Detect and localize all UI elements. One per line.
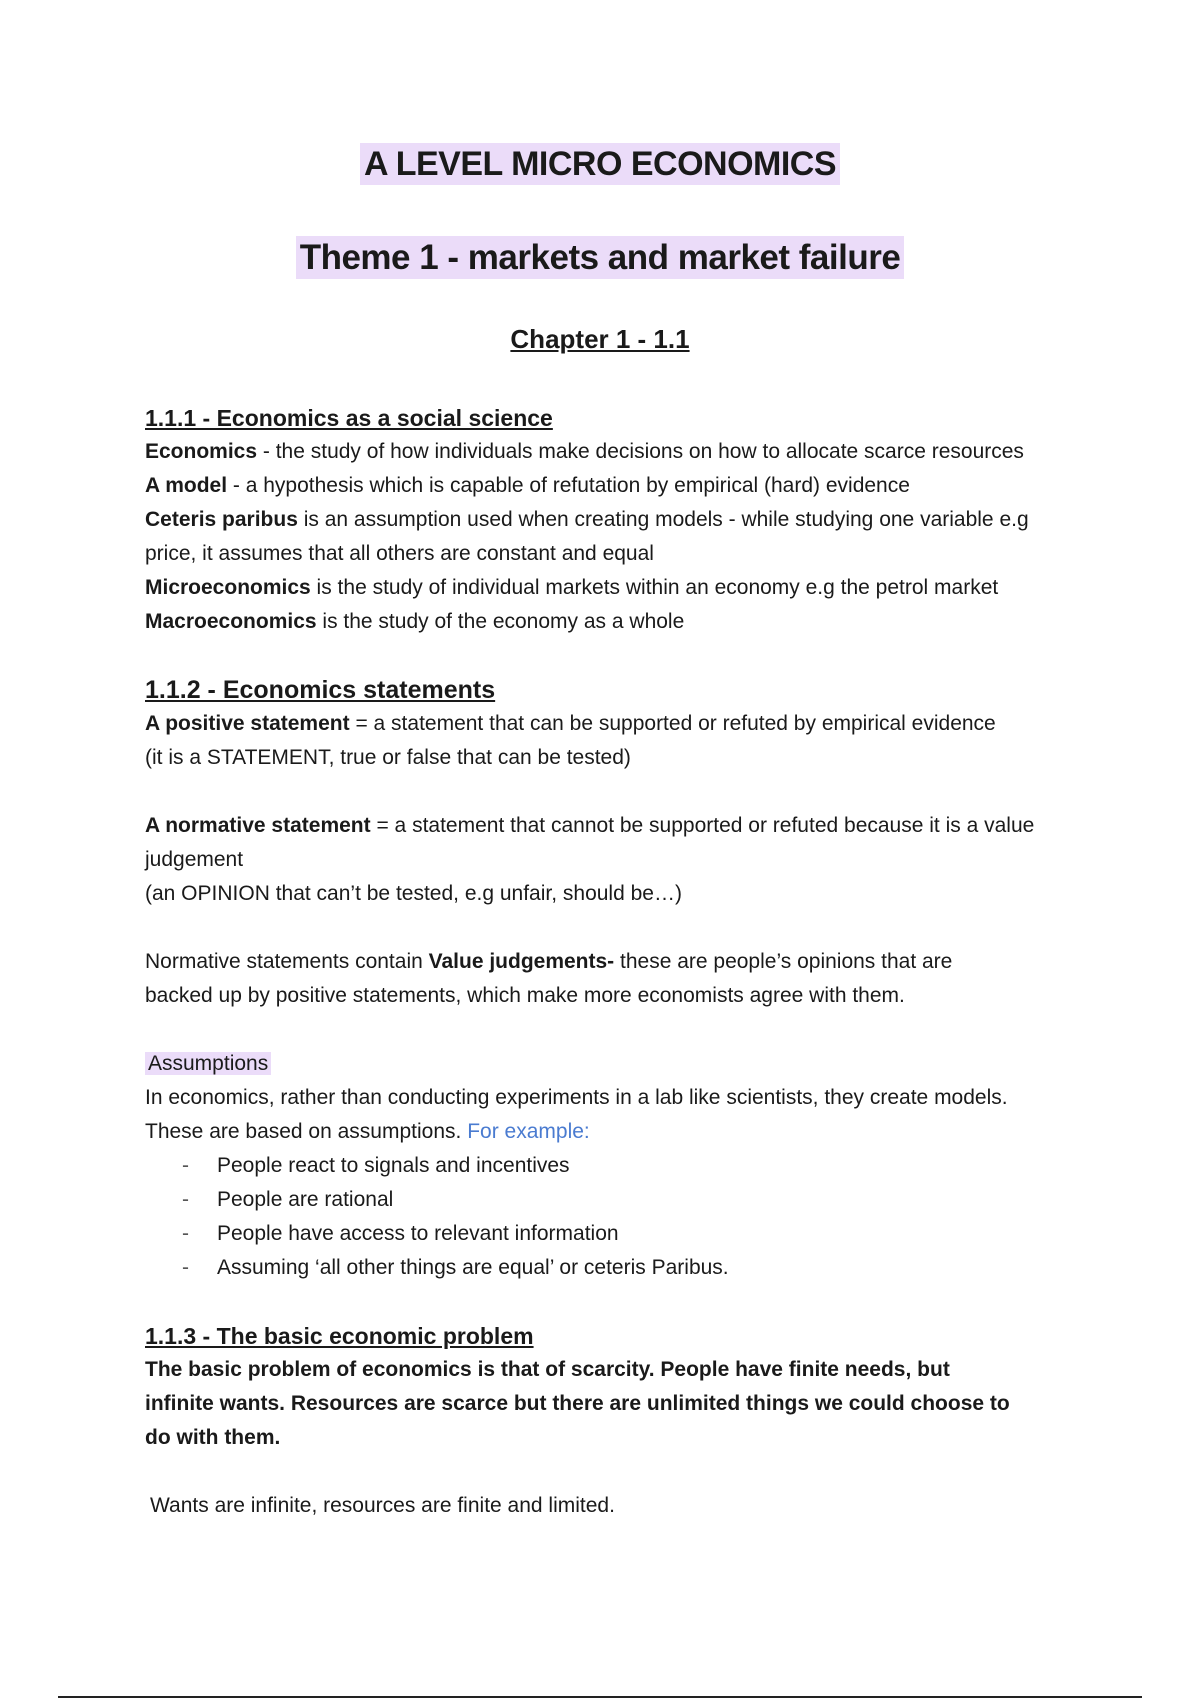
section-heading-1-1-1: 1.1.1 - Economics as a social science [145, 405, 553, 431]
list-item: - People are rational [217, 1183, 1075, 1217]
theme-title-line [0, 234, 1200, 282]
definition-microeconomics [145, 571, 1075, 605]
spacer [145, 1285, 1075, 1319]
footer-rule [58, 1696, 1142, 1698]
spacer [145, 639, 1075, 673]
document-body [145, 401, 1075, 1523]
list-item: - Assuming ‘all other things are equal’ or ceteris Paribus. [217, 1251, 1075, 1285]
theme-title: Theme 1 - markets and market failure [296, 236, 905, 279]
value-judgements-paragraph [145, 945, 1075, 1013]
value-pre: Normative statements contain [145, 950, 429, 973]
chapter-title: Chapter 1 - 1.1 [510, 324, 690, 354]
spacer [145, 775, 1075, 809]
section-heading-1-1-2: 1.1.2 - Economics statements [145, 676, 496, 704]
list-item: - People have access to relevant information [217, 1217, 1075, 1251]
def-model: - a hypothesis which is capable of refutation by empirical (hard) evidence [227, 474, 910, 497]
def-microeconomics: is the study of individual markets within an economy e.g the petrol market [310, 576, 999, 599]
wants-resources-line: Wants are infinite, resources are finite and limited. [150, 1494, 615, 1517]
spacer [145, 1455, 1075, 1489]
list-item: - People react to signals and incentives [217, 1149, 1075, 1183]
for-example-text: For example: [467, 1120, 590, 1143]
document-title: A LEVEL MICRO ECONOMICS [360, 143, 840, 185]
definition-macroeconomics [145, 605, 1075, 639]
definition-normative-statement [145, 809, 1075, 877]
definition-economics [145, 435, 1075, 469]
spacer [145, 1013, 1075, 1047]
term-normative-statement: A normative statement [145, 814, 371, 837]
value-post: these are people’s opinions that are backed up by positive statements, which make more economists agree with them. [145, 950, 953, 1007]
section-heading-1-1-3: 1.1.3 - The basic economic problem [145, 1323, 534, 1349]
def-economics: - the study of how individuals make decisions on how to allocate scarce resources [257, 440, 1024, 463]
def-ceteris-paribus: is an assumption used when creating models - while studying one variable e.g price, it assumes that all others are constant and equal [145, 508, 1029, 565]
spacer [145, 911, 1075, 945]
def-normative-statement: = a statement that cannot be supported or refuted because it is a value judgement [145, 814, 1035, 871]
term-economics: Economics [145, 440, 258, 463]
term-positive-statement: A positive statement [145, 712, 350, 735]
assumptions-label-line [145, 1047, 1075, 1081]
assumptions-text: In economics, rather than conducting experiments in a lab like scientists, they create models. These are based on assumptions. [145, 1086, 1008, 1143]
basic-problem-paragraph: The basic problem of economics is that of scarcity. People have finite needs, but infinite wants. Resources are scarce but there are unlimited things we could choose to do with them. [145, 1358, 1010, 1449]
term-value-judgements: Value judgements- [428, 950, 615, 973]
definition-positive-statement [145, 707, 1075, 741]
term-macroeconomics: Macroeconomics [145, 610, 317, 633]
assumptions-list [145, 1149, 1075, 1285]
assumptions-paragraph [145, 1081, 1075, 1149]
term-microeconomics: Microeconomics [145, 576, 311, 599]
definition-ceteris-paribus [145, 503, 1075, 571]
definition-model [145, 469, 1075, 503]
document-title-line [0, 142, 1200, 186]
normative-statement-note: (an OPINION that can’t be tested, e.g unfair, should be…) [145, 882, 682, 905]
assumptions-label: Assumptions [145, 1052, 271, 1075]
term-model: A model [145, 474, 228, 497]
def-macroeconomics: is the study of the economy as a whole [316, 610, 685, 633]
def-positive-statement: = a statement that can be supported or refuted by empirical evidence [349, 712, 996, 735]
positive-statement-note: (it is a STATEMENT, true or false that can be tested) [145, 746, 631, 769]
term-ceteris-paribus: Ceteris paribus [145, 508, 298, 531]
